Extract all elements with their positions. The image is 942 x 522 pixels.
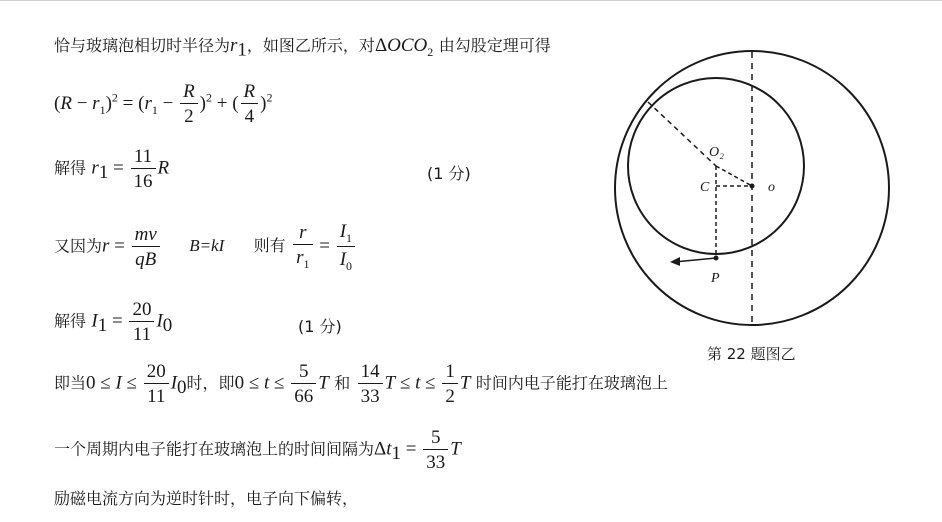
equation-r1-solution: 解得 $r_1$ = $\frac{11}{16}$ R <box>54 146 170 192</box>
line1-prefix: 恰与玻璃泡相切时半径为 <box>54 36 231 55</box>
r1-symbol: r <box>230 35 238 56</box>
line4-mid: 则有 <box>253 236 286 256</box>
line1-mid: ，如图乙所示，对 <box>246 36 375 55</box>
score-mark-1: (1 分) <box>427 164 471 183</box>
equation-radius: 又因为r = $\frac{mv}{qB}$ B=kI 则有 $\frac{r}{r_1}$ = $\frac{I_1}{I_0}$ <box>54 222 357 272</box>
line4-prefix: 又因为 <box>54 236 103 256</box>
point-o <box>750 184 755 189</box>
arrow-head <box>670 257 680 266</box>
point-p <box>714 256 719 261</box>
equation-pythagoras: $(R - r_1)^2 = (r_1$ − $\frac{R}{2}$ )$^2$ + ( $\frac{R}{4}$ )$^2$ <box>54 81 273 127</box>
line3-prefix: 解得 <box>54 158 87 178</box>
triangle-expr: $\Delta OCO_2$ <box>374 35 434 59</box>
line6-post: 时间内电子能打在玻璃泡上 <box>475 373 668 393</box>
line1-post: 由勾股定理可得 <box>438 36 551 55</box>
label-c: C <box>700 180 710 195</box>
tangent-radius-dashed <box>648 102 716 166</box>
score-mark-2: (1 分) <box>298 317 342 336</box>
line6-prefix: 即当 <box>54 373 87 393</box>
equation-i1-solution: 解得 $I_1$ = $\frac{20}{11}$ $I_0$ <box>54 299 173 345</box>
velocity-arrow <box>674 258 716 262</box>
condition-line: 即当0 ≤ I ≤ $\frac{20}{11}$ $I_0$时，即0 ≤ t ≤ $\frac{5}{66}$ T 和 $\frac{14}{33}$ T ≤ t ≤ $\frac{1}{2}$ T 时间内电子能打在玻璃泡上 <box>54 361 668 407</box>
line8-text: 励磁电流方向为逆时针时，电子向下偏转， <box>54 489 359 508</box>
label-o2: O₂ <box>709 145 724 160</box>
text-line-1: 恰与玻璃泡相切时半径为$r_1$，如图乙所示，对$\Delta OCO_2$ 由勾股定理可得 <box>54 35 551 61</box>
line6-a: 时，即 <box>186 373 235 393</box>
label-p: P <box>711 271 720 286</box>
label-o: o <box>768 180 775 195</box>
line7-prefix: 一个周期内电子能打在玻璃泡上的时间间隔为 <box>54 439 375 459</box>
b-equals-ki: B=kI <box>189 236 225 256</box>
line5-prefix: 解得 <box>54 311 87 331</box>
figure-caption: 第 22 题图乙 <box>707 345 796 363</box>
interval-line: 一个周期内电子能打在玻璃泡上的时间间隔为$\Delta t_1$ = $\frac{5}{33}$ T <box>54 427 461 473</box>
line6-and: 和 <box>334 373 351 393</box>
o2-to-o-dashed <box>716 166 752 186</box>
